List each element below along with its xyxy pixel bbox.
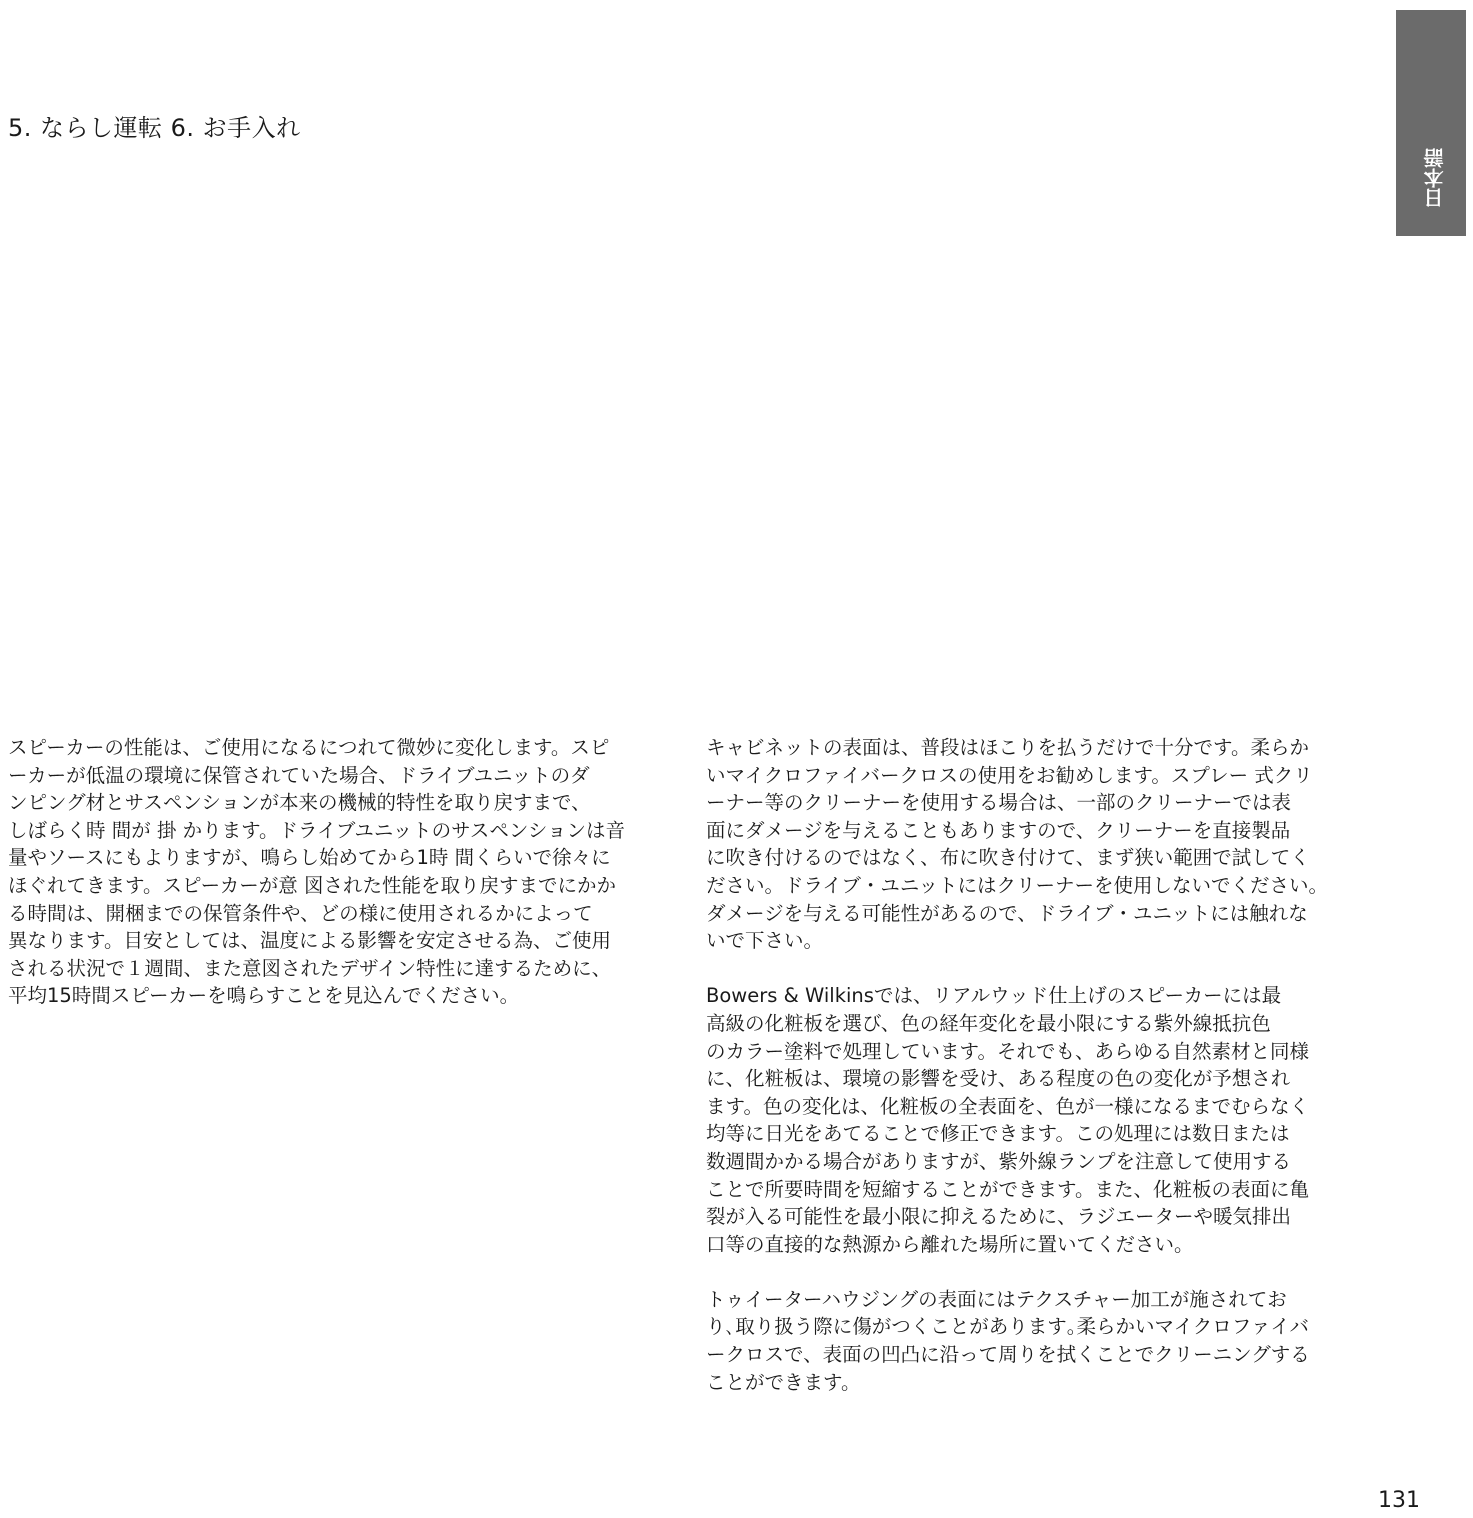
text-line: 異なります。目安としては、温度による影響を安定させる為、ご使用	[8, 929, 611, 953]
text-line: トゥイーターハウジングの表面にはテクスチャー加工が施されてお	[706, 1287, 1287, 1311]
veneer-care-paragraph	[706, 982, 1416, 1258]
text-line: ーナー等のクリーナーを使用する場合は、一部のクリーナーでは表	[706, 791, 1292, 815]
text-line: ださい。ドライブ・ユニットにはクリーナーを使用しないでください。	[706, 873, 1329, 897]
text-line: に吹き付けるのではなく、布に吹き付けて、まず狭い範囲で試してく	[706, 846, 1310, 870]
text-line: 高級の化粧板を選び、色の経年変化を最小限にする紫外線抵抗色	[706, 1011, 1271, 1035]
section-heading: 5. ならし運転 6. お手入れ	[8, 114, 301, 142]
text-line: 量やソースにもよりますが、鳴らし始めてから1時 間くらいで徐々に	[8, 846, 611, 870]
tweeter-care-paragraph	[706, 1286, 1416, 1396]
text-line: ークロスで、表面の凹凸に沿って周りを拭くことでクリーニングする	[706, 1343, 1310, 1367]
text-line: いマイクロファイバークロスの使用をお勧めします。スプレー 式クリ	[706, 763, 1313, 787]
text-line: り､取り扱う際に傷がつくことがあります｡柔らかいマイクロファイバ	[706, 1315, 1309, 1339]
text-line: キャビネットの表面は、普段はほこりを払うだけで十分です。柔らか	[706, 736, 1309, 759]
text-line: Bowers & Wilkinsでは、リアルウッド仕上げのスピーカーには最	[706, 984, 1282, 1008]
language-tab-label: 日本語	[1423, 148, 1447, 208]
text-line: ことができます。	[706, 1370, 861, 1394]
text-line: ほぐれてきます。スピーカーが意 図された性能を取り戻すまでにかか	[8, 873, 616, 897]
page-number: 131	[1378, 1488, 1420, 1513]
text-line: ことで所要時間を短縮することができます。また、化粧板の表面に亀	[706, 1177, 1309, 1201]
text-line: 均等に日光をあてることで修正できます。この処理には数日または	[706, 1122, 1290, 1146]
paragraph-gap	[706, 1258, 1416, 1286]
text-line: る時間は、開梱までの保管条件や、どの様に使用されるかによって	[8, 901, 593, 925]
cabinet-care-paragraph	[706, 734, 1416, 955]
text-line: に、化粧板は、環境の影響を受け、ある程度の色の変化が予想され	[706, 1067, 1291, 1091]
paragraph-gap	[706, 955, 1416, 983]
text-line: しばらく時 間が 掛 かります。ドライブユニットのサスペンションは音	[8, 818, 625, 842]
care-column	[706, 734, 1416, 1396]
text-line: スピーカーの性能は、ご使用になるにつれて微妙に変化します。スピ	[8, 736, 610, 759]
text-line: される状況で１週間、また意図されたデザイン特性に達するために、	[8, 956, 612, 980]
text-line: 数週間かかる場合がありますが、紫外線ランプを注意して使用する	[706, 1149, 1292, 1173]
text-line: ンピング材とサスペンションが本来の機械的特性を取り戻すまで、	[8, 791, 591, 815]
text-line: ます。色の変化は、化粧板の全表面を、色が一様になるまでむらなく	[706, 1094, 1309, 1118]
text-line: 面にダメージを与えることもありますので、クリーナーを直接製品	[706, 818, 1291, 842]
text-line: ーカーが低温の環境に保管されていた場合、ドライブユニットのダ	[8, 763, 590, 787]
text-line: いで下さい。	[706, 929, 824, 953]
break-in-column	[8, 734, 708, 1010]
text-line: 口等の直接的な熱源から離れた場所に置いてください。	[706, 1232, 1194, 1256]
text-line: 平均15時間スピーカーを鳴らすことを見込んでください。	[8, 984, 520, 1008]
text-line: のカラー塗料で処理しています。それでも、あらゆる自然素材と同様	[706, 1039, 1309, 1063]
text-line: 裂が入る可能性を最小限に抑えるために、ラジエーターや暖気排出	[706, 1205, 1292, 1229]
text-line: ダメージを与える可能性があるので、ドライブ・ユニットには触れな	[706, 901, 1308, 925]
